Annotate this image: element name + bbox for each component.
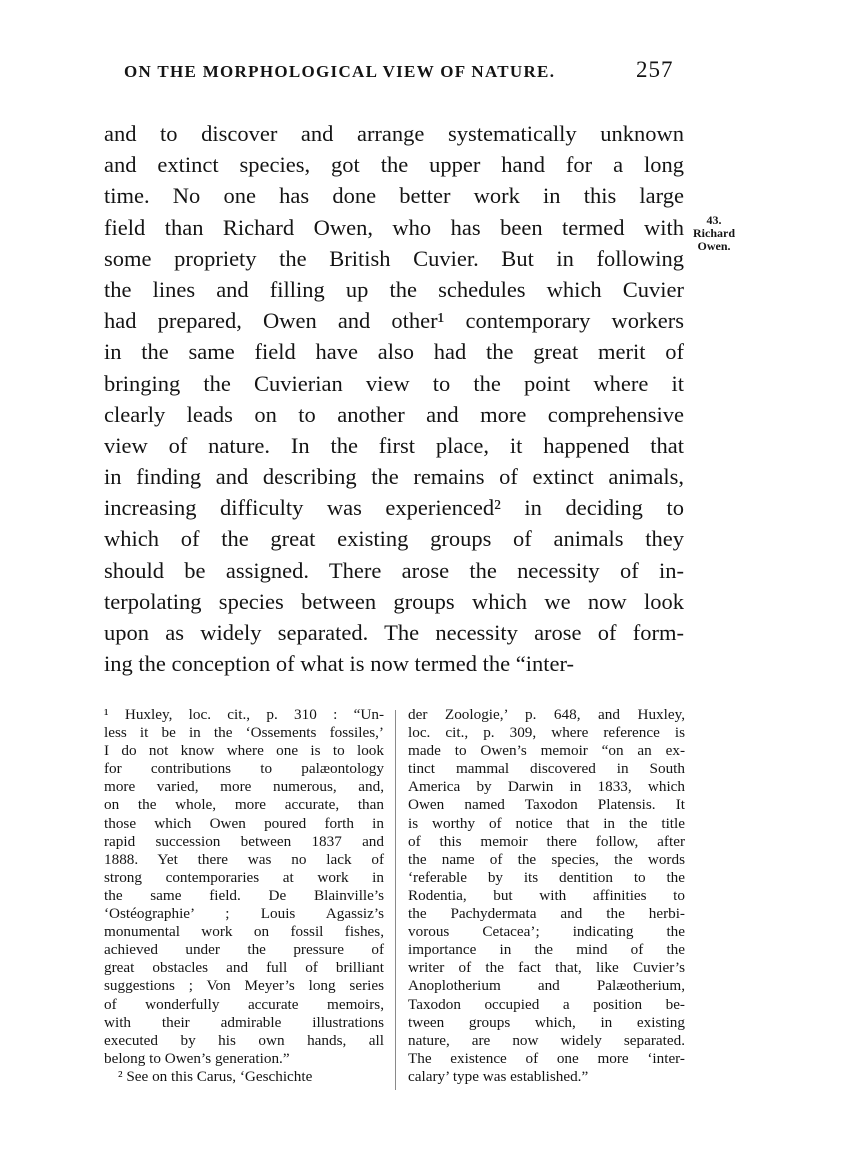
footnote-line: loc. cit., p. 309, where reference is bbox=[408, 724, 685, 742]
body-line: and extinct species, got the upper hand for a long bbox=[104, 152, 684, 178]
footnote-line: der Zoologie,’ p. 648, and Huxley, bbox=[408, 706, 685, 723]
footnote-line: suggestions ; Von Meyer’s long series bbox=[104, 977, 384, 995]
footnote-line: belong to Owen’s generation.” bbox=[104, 1049, 290, 1067]
body-line: upon as widely separated. The necessity arose of form- bbox=[104, 620, 684, 645]
footnote-line: for contributions to palæontology bbox=[104, 760, 384, 778]
footnotes-right-column bbox=[408, 706, 685, 1086]
footnote-line: less it be in the ‘Ossements fossiles,’ bbox=[104, 724, 384, 742]
footnote-line: ‘referable by its dentition to the bbox=[408, 868, 685, 886]
footnote-line: executed by his own hands, all bbox=[104, 1031, 384, 1049]
footnote-line: strong contemporaries at work in bbox=[104, 868, 384, 886]
footnote-line: Taxodon occupied a position be- bbox=[408, 995, 685, 1013]
footnote-line: Owen named Taxodon Platensis. It bbox=[408, 796, 685, 814]
footnote-line: with their admirable illustrations bbox=[104, 1013, 384, 1031]
footnote-line: great obstacles and full of brilliant bbox=[104, 959, 384, 977]
footnote-line: of wonderfully accurate memoirs, bbox=[104, 995, 384, 1013]
body-line: should be assigned. There arose the necessity of in- bbox=[104, 557, 684, 583]
footnote-line: monumental work on fossil fishes, bbox=[104, 923, 384, 941]
body-line: which of the great existing groups of animals they bbox=[104, 526, 684, 552]
footnotes-left-column bbox=[104, 706, 384, 1086]
body-line: terpolating species between groups which we now look bbox=[104, 588, 684, 614]
footnote-line: Anoplotherium and Palæotherium, bbox=[408, 977, 685, 995]
body-line: in finding and describing the remains of extinct animals, bbox=[104, 464, 684, 490]
margin-note bbox=[684, 214, 744, 253]
footnote-line: writer of the fact that, like Cuvier’s bbox=[408, 959, 685, 977]
footnote-line: made to Owen’s memoir “on an ex- bbox=[408, 742, 685, 760]
footnote-line: ¹ Huxley, loc. cit., p. 310 : “Un- bbox=[104, 706, 384, 723]
body-line: field than Richard Owen, who has been termed with bbox=[104, 214, 684, 240]
footnote-line: the name of the species, the words bbox=[408, 850, 685, 868]
footnote-column-divider bbox=[395, 710, 396, 1090]
body-line: clearly leads on to another and more comprehensive bbox=[104, 401, 684, 427]
margin-note-name-2: Owen. bbox=[697, 239, 731, 253]
footnote-line: more varied, more numerous, and, bbox=[104, 778, 384, 796]
page-number: 257 bbox=[636, 57, 674, 82]
footnote-line: Rodentia, but with affinities to bbox=[408, 886, 685, 904]
margin-note-number: 43. bbox=[706, 213, 722, 227]
footnote-line: nature, are now widely separated. bbox=[408, 1031, 685, 1049]
body-line: increasing difficulty was experienced² in deciding to bbox=[104, 495, 684, 521]
footnote-line: ² See on this Carus, ‘Geschichte bbox=[118, 1067, 313, 1085]
body-text bbox=[104, 118, 684, 679]
footnote-line: rapid succession between 1837 and bbox=[104, 832, 384, 850]
footnote-line: the Pachydermata and the herbi- bbox=[408, 905, 685, 923]
footnote-line: The existence of one more ‘inter- bbox=[408, 1049, 685, 1067]
footnote-line: tinct mammal discovered in South bbox=[408, 760, 685, 778]
footnote-line: America by Darwin in 1833, which bbox=[408, 778, 685, 796]
footnote-line: on the whole, more accurate, than bbox=[104, 796, 384, 814]
footnote-line: achieved under the pressure of bbox=[104, 941, 384, 959]
footnote-line: is worthy of notice that in the title bbox=[408, 814, 685, 832]
footnote-line: ‘Ostéographie’ ; Louis Agassiz’s bbox=[104, 905, 384, 923]
footnote-line: vorous Cetacea’; indicating the bbox=[408, 923, 685, 941]
footnote-line: those which Owen poured forth in bbox=[104, 814, 384, 832]
body-line: time. No one has done better work in this large bbox=[104, 183, 684, 209]
body-line: had prepared, Owen and other¹ contemporary workers bbox=[104, 308, 684, 334]
footnote-line: I do not know where one is to look bbox=[104, 742, 384, 760]
body-line: the lines and filling up the schedules which Cuvier bbox=[104, 276, 684, 302]
footnote-line: the same field. De Blainville’s bbox=[104, 886, 384, 904]
footnote-line: calary’ type was established.” bbox=[408, 1067, 589, 1085]
body-line: ing the conception of what is now termed the “inter- bbox=[104, 651, 575, 677]
body-line: and to discover and arrange systematically unknown bbox=[104, 121, 684, 146]
footnote-line: of this memoir there follow, after bbox=[408, 832, 685, 850]
footnote-line: importance in the mind of the bbox=[408, 941, 685, 959]
margin-note-name: Richard bbox=[693, 226, 735, 240]
footnote-line: tween groups which, in existing bbox=[408, 1013, 685, 1031]
body-line: bringing the Cuvierian view to the point where it bbox=[104, 370, 684, 396]
body-line: view of nature. In the first place, it happened that bbox=[104, 432, 684, 458]
footnote-line: 1888. Yet there was no lack of bbox=[104, 850, 384, 868]
running-title: ON THE MORPHOLOGICAL VIEW OF NATURE. bbox=[124, 62, 556, 81]
body-line: in the same field have also had the great merit of bbox=[104, 339, 684, 365]
body-line: some propriety the British Cuvier. But in following bbox=[104, 245, 684, 271]
